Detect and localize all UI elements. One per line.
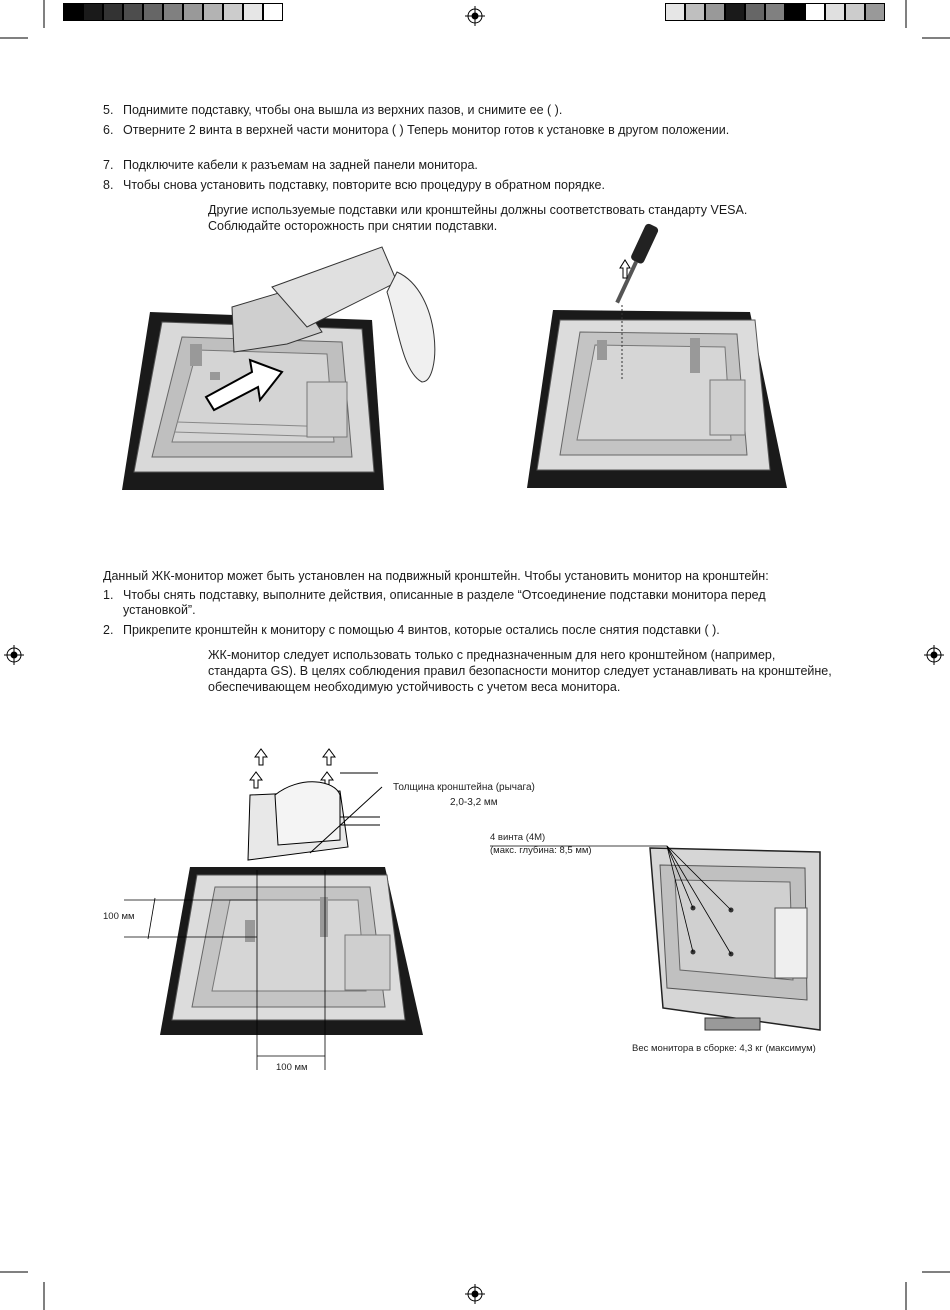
calibration-swatch: [63, 3, 83, 21]
bracket-mount-illustration: [100, 745, 430, 1075]
calibration-swatch: [123, 3, 143, 21]
calibration-swatch: [203, 3, 223, 21]
step-number: 2.: [103, 623, 114, 637]
calibration-swatch: [665, 3, 685, 21]
crosshair-target-icon: [4, 645, 24, 665]
unscrew-illustration: [525, 220, 790, 490]
bracket-note: ЖК-монитор следует использовать только с предназначенным для него кронштейном (например, стандарта GS). В целях соблюдения правил безопасности монитор следует устанавливать на кронштейне, обеспечивающем необходимую устойчивость с учетом веса монитора.: [208, 648, 832, 694]
crosshair-target-icon: [465, 6, 485, 26]
stand-removal-illustration: [122, 232, 392, 492]
calibration-swatch: [163, 3, 183, 21]
vertical-spacing-label: 100 мм: [103, 911, 135, 922]
step-number: 5.: [103, 103, 114, 117]
step-number: 1.: [103, 588, 114, 602]
step-6: [103, 123, 843, 155]
step-number: 7.: [103, 158, 114, 172]
step-text: Прикрепите кронштейн к монитору с помощью 4 винтов, которые остались после снятия подставки ( ).: [123, 623, 720, 637]
calibration-swatch: [785, 3, 805, 21]
monitor-rear-view-illustration: [635, 840, 835, 1040]
calibration-swatch: [183, 3, 203, 21]
bracket-thickness-value: 2,0-3,2 мм: [450, 797, 498, 808]
step-text: Чтобы снова установить подставку, повторите всю процедуру в обратном порядке.: [123, 178, 605, 192]
calibration-swatch: [725, 3, 745, 21]
step-text: Поднимите подставку, чтобы она вышла из верхних пазов, и снимите ее ( ).: [123, 103, 563, 117]
screws-depth-label: (макс. глубина: 8,5 мм): [490, 845, 592, 856]
crosshair-target-icon: [924, 645, 944, 665]
horizontal-spacing-label: 100 мм: [276, 1062, 308, 1073]
calibration-swatch: [765, 3, 785, 21]
calibration-swatch: [143, 3, 163, 21]
weight-label: Вес монитора в сборке: 4,3 кг (максимум): [632, 1043, 816, 1054]
section2-intro: Данный ЖК-монитор может быть установлен на подвижный кронштейн. Чтобы установить монитор на кронштейн:: [103, 569, 769, 583]
calibration-swatch: [745, 3, 765, 21]
vesa-note: Другие используемые подставки или кронштейны должны соответствовать стандарту VESA. Соблюдайте осторожность при снятии подставки.: [208, 203, 748, 233]
calibration-swatch: [223, 3, 243, 21]
calibration-swatch: [845, 3, 865, 21]
calibration-swatch: [83, 3, 103, 21]
calibration-swatch: [825, 3, 845, 21]
calibration-swatch: [705, 3, 725, 21]
calibration-swatch: [263, 3, 283, 21]
step-number: 8.: [103, 178, 114, 192]
step-text: Подключите кабели к разъемам на задней панели монитора.: [123, 158, 478, 172]
step-text: Отверните 2 винта в верхней части монитора ( ) Теперь монитор готов к установке в другом положении.: [123, 123, 730, 137]
calibration-swatch: [243, 3, 263, 21]
crosshair-target-icon: [465, 1284, 485, 1304]
calibration-swatch: [685, 3, 705, 21]
screws-label: 4 винта (4М): [490, 832, 546, 843]
calibration-swatch: [103, 3, 123, 21]
calibration-swatch: [805, 3, 825, 21]
step-number: 6.: [103, 123, 114, 137]
step-text: Чтобы снять подставку, выполните действия, описанные в разделе “Отсоединение подставки монитора перед установкой”.: [123, 588, 766, 617]
calibration-swatch: [865, 3, 885, 21]
bracket-thickness-label: Толщина кронштейна (рычага): [393, 782, 535, 793]
step-1: [103, 588, 843, 620]
